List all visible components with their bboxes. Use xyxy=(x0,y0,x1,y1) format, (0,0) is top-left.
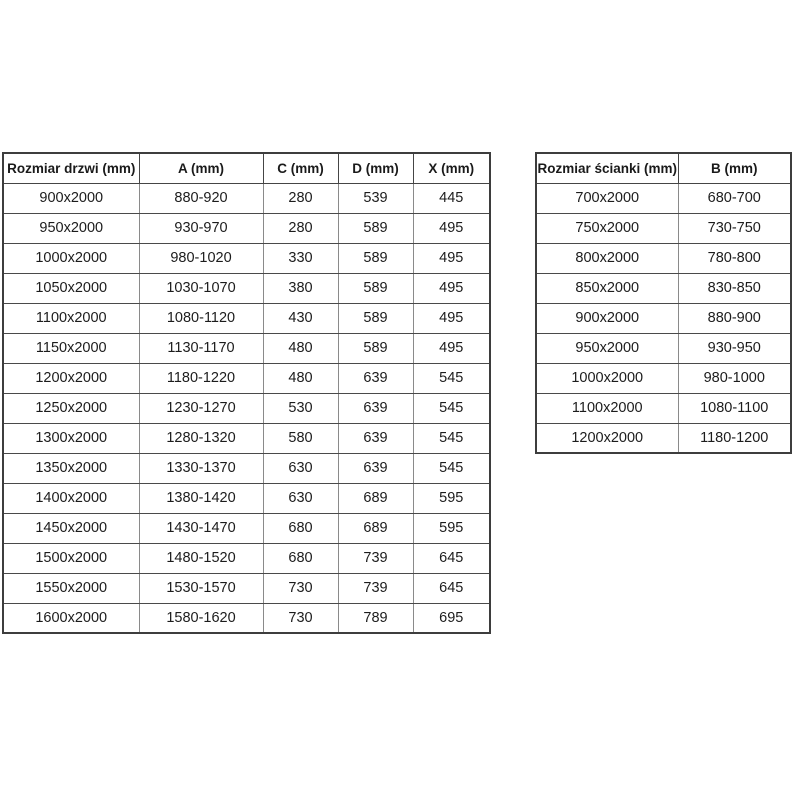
table-cell: 695 xyxy=(413,603,490,633)
table-cell: 689 xyxy=(338,513,413,543)
table-cell: 880-900 xyxy=(678,303,791,333)
table-cell: 445 xyxy=(413,183,490,213)
column-header: X (mm) xyxy=(413,153,490,183)
wall-sizes-table xyxy=(535,152,792,454)
table-row xyxy=(536,393,791,423)
table-cell: 739 xyxy=(338,543,413,573)
table-cell: 680-700 xyxy=(678,183,791,213)
table-cell: 639 xyxy=(338,363,413,393)
table-row xyxy=(536,363,791,393)
table-cell: 1050x2000 xyxy=(3,273,139,303)
table-cell: 589 xyxy=(338,213,413,243)
table-cell: 730-750 xyxy=(678,213,791,243)
column-header: D (mm) xyxy=(338,153,413,183)
table-row xyxy=(3,453,490,483)
table-row xyxy=(3,543,490,573)
table-cell: 950x2000 xyxy=(3,213,139,243)
table-cell: 1330-1370 xyxy=(139,453,263,483)
table-cell: 1180-1200 xyxy=(678,423,791,453)
table-cell: 589 xyxy=(338,273,413,303)
table-cell: 1480-1520 xyxy=(139,543,263,573)
column-header: Rozmiar drzwi (mm) xyxy=(3,153,139,183)
table-cell: 595 xyxy=(413,483,490,513)
table-cell: 495 xyxy=(413,303,490,333)
table-cell: 1230-1270 xyxy=(139,393,263,423)
table-cell: 1500x2000 xyxy=(3,543,139,573)
table-row xyxy=(3,333,490,363)
table-cell: 380 xyxy=(263,273,338,303)
table-cell: 1400x2000 xyxy=(3,483,139,513)
table-row xyxy=(536,303,791,333)
table-cell: 639 xyxy=(338,453,413,483)
table-cell: 1100x2000 xyxy=(3,303,139,333)
table-cell: 480 xyxy=(263,363,338,393)
table-cell: 750x2000 xyxy=(536,213,678,243)
table-cell: 980-1020 xyxy=(139,243,263,273)
table-cell: 739 xyxy=(338,573,413,603)
table-row xyxy=(3,423,490,453)
table-cell: 580 xyxy=(263,423,338,453)
table-cell: 545 xyxy=(413,453,490,483)
table-cell: 1550x2000 xyxy=(3,573,139,603)
table-cell: 1080-1120 xyxy=(139,303,263,333)
table-cell: 930-970 xyxy=(139,213,263,243)
table-cell: 700x2000 xyxy=(536,183,678,213)
table-cell: 589 xyxy=(338,243,413,273)
table-row xyxy=(3,303,490,333)
table-cell: 1180-1220 xyxy=(139,363,263,393)
table-row xyxy=(536,333,791,363)
header-row xyxy=(536,153,791,183)
table-cell: 430 xyxy=(263,303,338,333)
table-row xyxy=(536,273,791,303)
table-cell: 730 xyxy=(263,573,338,603)
header-row xyxy=(3,153,490,183)
table-cell: 545 xyxy=(413,393,490,423)
table-cell: 1530-1570 xyxy=(139,573,263,603)
table-cell: 1450x2000 xyxy=(3,513,139,543)
table-cell: 280 xyxy=(263,213,338,243)
table-cell: 595 xyxy=(413,513,490,543)
table-row xyxy=(3,273,490,303)
table-cell: 850x2000 xyxy=(536,273,678,303)
table-cell: 900x2000 xyxy=(3,183,139,213)
table-cell: 1000x2000 xyxy=(3,243,139,273)
table-row xyxy=(3,183,490,213)
table-cell: 930-950 xyxy=(678,333,791,363)
column-header: A (mm) xyxy=(139,153,263,183)
table-row xyxy=(536,183,791,213)
column-header: C (mm) xyxy=(263,153,338,183)
table-row xyxy=(536,243,791,273)
table-cell: 539 xyxy=(338,183,413,213)
table-cell: 1380-1420 xyxy=(139,483,263,513)
table-cell: 589 xyxy=(338,333,413,363)
table-cell: 689 xyxy=(338,483,413,513)
table-cell: 645 xyxy=(413,573,490,603)
table-cell: 680 xyxy=(263,543,338,573)
table-cell: 1150x2000 xyxy=(3,333,139,363)
table-cell: 1600x2000 xyxy=(3,603,139,633)
table-row xyxy=(536,423,791,453)
table-cell: 530 xyxy=(263,393,338,423)
table-row xyxy=(3,513,490,543)
column-header: B (mm) xyxy=(678,153,791,183)
table-cell: 645 xyxy=(413,543,490,573)
table-cell: 680 xyxy=(263,513,338,543)
table-cell: 495 xyxy=(413,333,490,363)
table-cell: 730 xyxy=(263,603,338,633)
table-cell: 495 xyxy=(413,243,490,273)
column-header: Rozmiar ścianki (mm) xyxy=(536,153,678,183)
table-cell: 1030-1070 xyxy=(139,273,263,303)
table-cell: 639 xyxy=(338,393,413,423)
table-cell: 1200x2000 xyxy=(536,423,678,453)
table-row xyxy=(3,243,490,273)
table-cell: 280 xyxy=(263,183,338,213)
table-cell: 480 xyxy=(263,333,338,363)
table-cell: 630 xyxy=(263,453,338,483)
table-cell: 830-850 xyxy=(678,273,791,303)
table-cell: 1080-1100 xyxy=(678,393,791,423)
table-cell: 1000x2000 xyxy=(536,363,678,393)
table-cell: 630 xyxy=(263,483,338,513)
table-cell: 1100x2000 xyxy=(536,393,678,423)
table-cell: 1430-1470 xyxy=(139,513,263,543)
table-cell: 1280-1320 xyxy=(139,423,263,453)
table-row xyxy=(3,363,490,393)
table-cell: 780-800 xyxy=(678,243,791,273)
table-cell: 1580-1620 xyxy=(139,603,263,633)
table-row xyxy=(3,393,490,423)
table-cell: 1130-1170 xyxy=(139,333,263,363)
table-cell: 1250x2000 xyxy=(3,393,139,423)
table-cell: 1350x2000 xyxy=(3,453,139,483)
table-cell: 1200x2000 xyxy=(3,363,139,393)
table-row xyxy=(3,213,490,243)
table-cell: 639 xyxy=(338,423,413,453)
table-cell: 330 xyxy=(263,243,338,273)
table-cell: 495 xyxy=(413,213,490,243)
table-row xyxy=(536,213,791,243)
table-cell: 589 xyxy=(338,303,413,333)
door-sizes-table xyxy=(2,152,491,634)
table-cell: 495 xyxy=(413,273,490,303)
table-cell: 789 xyxy=(338,603,413,633)
table-row xyxy=(3,603,490,633)
table-cell: 900x2000 xyxy=(536,303,678,333)
table-row xyxy=(3,573,490,603)
table-cell: 545 xyxy=(413,363,490,393)
table-cell: 980-1000 xyxy=(678,363,791,393)
table-cell: 1300x2000 xyxy=(3,423,139,453)
table-cell: 800x2000 xyxy=(536,243,678,273)
table-cell: 545 xyxy=(413,423,490,453)
table-row xyxy=(3,483,490,513)
table-cell: 950x2000 xyxy=(536,333,678,363)
table-cell: 880-920 xyxy=(139,183,263,213)
